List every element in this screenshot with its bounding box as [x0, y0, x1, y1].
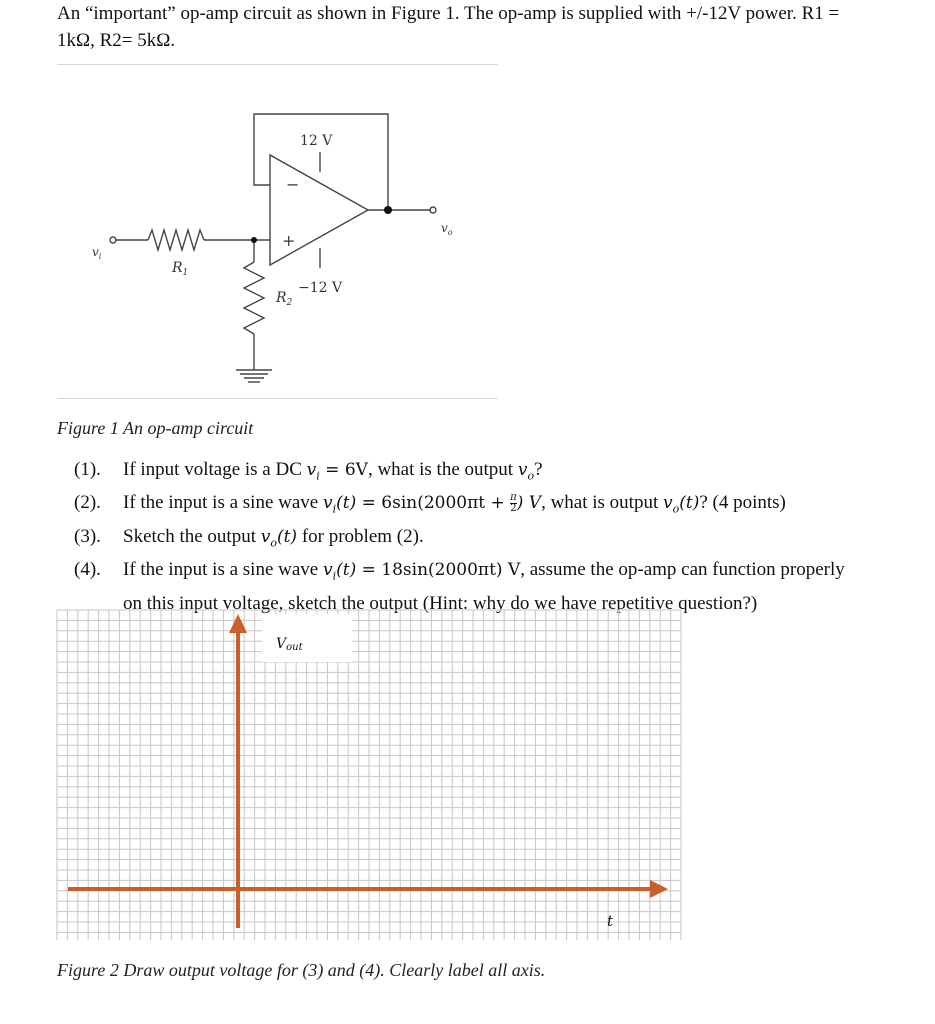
q1-vi-value: = 6V [319, 460, 368, 480]
y-label-main: V [276, 636, 287, 652]
vo-main: v [441, 221, 448, 235]
minus-sign: − [286, 175, 300, 194]
q2-text-a: If the input is a sine wave [123, 492, 323, 514]
q2-frac-num: π [510, 492, 517, 504]
question-number: (3). [74, 525, 101, 547]
q2-text-b: , what is output [541, 492, 663, 514]
q4-math-vi: $v_i(t) = 18\sin(2000\pi t)$ V [322, 560, 521, 583]
question-number: (4). [74, 559, 101, 581]
q3-text-b: for problem (2). [297, 525, 424, 547]
figure2-caption: Figure 2 Draw output voltage for (3) and (4). Clearly label all axis. [57, 960, 546, 980]
q2-math-vi: $v_i(t) = 6\sin(2000\pi t$ + $\frac{\pi}{2}$ ) V [322, 492, 542, 516]
intro-line-2: 1kΩ, R2= 5kΩ. [57, 30, 176, 51]
q1-vi-var: v [306, 460, 317, 480]
q3-math-vo: $v_o(t)$ [260, 526, 298, 550]
intro-line-1: An “important” op-amp circuit as shown in Figure 1. The op-amp is supplied with +/-12V power. R1 = [57, 3, 840, 24]
q4-text-b: , assume the op-amp can function properly [520, 559, 845, 581]
question-number: (1). [74, 459, 101, 480]
r2-sub: 2 [286, 298, 293, 308]
x-axis-label: t [607, 912, 614, 930]
q4-text-a: If the input is a sine wave [123, 559, 323, 581]
x-axis-arrowhead [650, 880, 668, 898]
q1-text-c: ? [534, 459, 543, 480]
bottom-supply-label: −12 V [298, 280, 343, 296]
q1-vo-var: v [517, 460, 528, 480]
vo-sub: o [447, 228, 453, 237]
q2-vo-arg: (t) [679, 493, 700, 514]
y-label-sub: out [286, 642, 303, 653]
q1-vi-sub: i [316, 469, 320, 483]
r2-main: R [276, 290, 287, 306]
q4-expr: 18sin(2000πt) V [381, 560, 521, 581]
plus-sign: + [282, 231, 296, 250]
q3-text-a: Sketch the output [123, 525, 261, 547]
q1-text-b: , what is the output [367, 459, 518, 480]
vi-sub: i [98, 252, 102, 261]
q1-vo-sub: o [527, 469, 535, 483]
q2-frac-den: 2 [510, 503, 517, 515]
q2-text-c: ? (4 points) [699, 492, 786, 514]
q2-math-vo: $v_o(t)$ [663, 493, 700, 516]
q2-expr: 6sin(2000πt + [381, 493, 511, 514]
r1-main: R [172, 260, 183, 276]
q3-vo-arg: (t) [276, 526, 298, 547]
vi-main: v [92, 245, 99, 259]
top-supply-label: 12 V [300, 133, 333, 149]
q1-text-a: If input voltage is a DC [123, 459, 307, 480]
figure1-caption: Figure 1 An op-amp circuit [57, 418, 254, 438]
question-number: (2). [74, 492, 101, 514]
q2-expr-end: ) V [516, 493, 542, 514]
q4-text-line2: on this input voltage, sketch the output (Hint: why do we have repetitive question?) [123, 592, 758, 614]
r1-sub: 1 [182, 268, 189, 278]
